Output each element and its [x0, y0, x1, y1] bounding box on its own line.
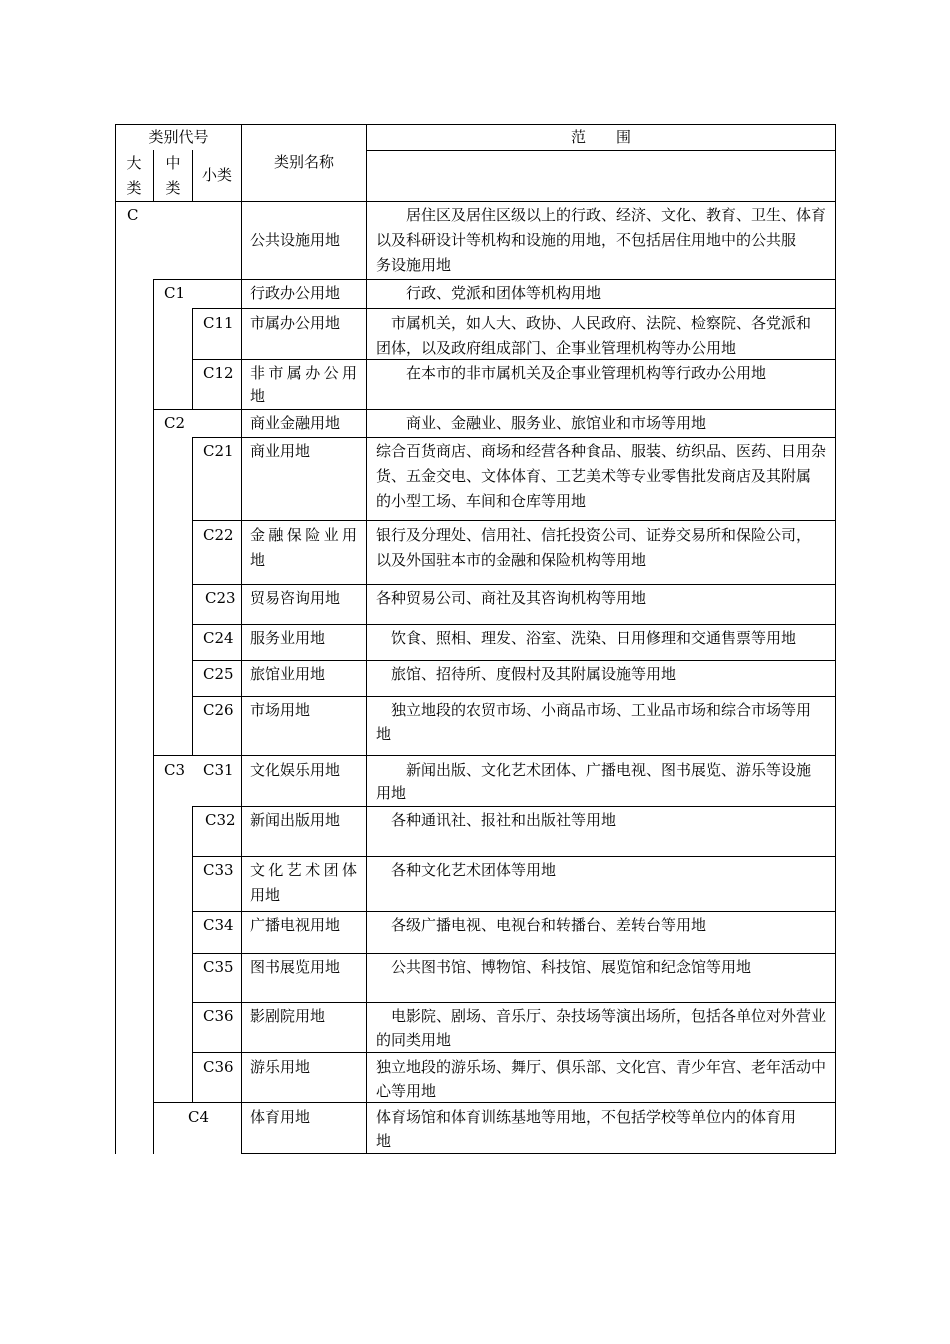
table-rule — [192, 437, 836, 438]
scope-line: 货、五金交电、文体体育、工艺美术等专业零售批发商店及其附属 — [376, 467, 812, 485]
scope-line: 心等用地 — [376, 1082, 437, 1100]
category-name: 文化艺术团体 — [250, 861, 357, 879]
table-rule — [192, 696, 836, 697]
table-rule — [241, 124, 242, 1154]
code-minor: C36 — [203, 1007, 234, 1025]
scope-line: 各级广播电视、电视台和转播台、差转台等用地 — [376, 916, 707, 934]
category-name: 非市属办公用 — [250, 364, 357, 382]
category-name: 游乐用地 — [250, 1058, 311, 1076]
scope-line: 居住区及居住区级以上的行政、经济、文化、教育、卫生、体育 — [376, 206, 827, 224]
code-medium: C4 — [188, 1108, 210, 1126]
code-minor: C23 — [205, 589, 236, 607]
scope-line: 独立地段的游乐场、舞厅、俱乐部、文化宫、青少年宫、老年活动中 — [376, 1058, 827, 1076]
category-name: 商业用地 — [250, 442, 311, 460]
scope-line: 电影院、剧场、音乐厅、杂技场等演出场所，包括各单位对外营业 — [376, 1007, 827, 1025]
category-name-cont: 用地 — [250, 886, 281, 904]
scope-line: 以及外国驻本市的金融和保险机构等用地 — [376, 551, 647, 569]
code-major: C — [127, 206, 139, 224]
header-code-group: 类别代号 — [148, 128, 209, 146]
category-name: 体育用地 — [250, 1108, 311, 1126]
code-minor: C12 — [203, 364, 234, 382]
scope-line: 新闻出版、文化艺术团体、广播电视、图书展览、游乐等设施 — [376, 761, 812, 779]
category-name: 市属办公用地 — [250, 314, 341, 332]
table-rule — [192, 660, 836, 661]
table-rule — [192, 911, 836, 912]
table-rule — [192, 437, 193, 755]
table-rule — [153, 755, 836, 756]
table-rule — [153, 279, 154, 1154]
category-name: 商业金融用地 — [250, 414, 341, 432]
table-rule — [192, 806, 193, 1102]
code-minor: C33 — [203, 861, 234, 879]
scope-line: 地 — [376, 725, 392, 743]
table-rule — [192, 1052, 836, 1053]
table-rule — [192, 856, 836, 857]
scope-line: 务设施用地 — [376, 256, 452, 274]
category-name-cont: 地 — [250, 551, 266, 569]
category-name: 影剧院用地 — [250, 1007, 326, 1025]
scope-line: 公共图书馆、博物馆、科技馆、展览馆和纪念馆等用地 — [376, 958, 752, 976]
table-rule — [366, 150, 836, 151]
scope-line: 的小型工场、车间和仓库等用地 — [376, 492, 587, 510]
category-name: 服务业用地 — [250, 629, 326, 647]
header-minor: 小类 — [201, 166, 232, 184]
code-minor: C34 — [203, 916, 234, 934]
table-rule — [153, 1102, 836, 1103]
table-rule — [192, 308, 836, 309]
table-rule — [192, 806, 836, 807]
scope-line: 用地 — [376, 784, 407, 802]
category-name: 广播电视用地 — [250, 916, 341, 934]
header-scope: 范 围 — [570, 128, 631, 146]
table-rule — [115, 201, 836, 202]
scope-line: 的同类用地 — [376, 1031, 452, 1049]
table-rule — [241, 1153, 836, 1154]
table-rule — [153, 279, 836, 280]
scope-line: 各种通讯社、报社和出版社等用地 — [376, 811, 617, 829]
code-minor: C26 — [203, 701, 234, 719]
table-rule — [153, 409, 836, 410]
table-rule — [192, 624, 836, 625]
scope-line: 体育场馆和体育训练基地等用地，不包括学校等单位内的体育用 — [376, 1108, 797, 1126]
code-minor: C11 — [203, 314, 234, 332]
category-name: 行政办公用地 — [250, 284, 341, 302]
code-minor: C32 — [205, 811, 236, 829]
code-minor: C36 — [203, 1058, 234, 1076]
table-rule — [192, 520, 836, 521]
code-medium: C2 — [164, 414, 186, 432]
code-medium: C1 — [164, 284, 186, 302]
scope-line: 独立地段的农贸市场、小商品市场、工业品市场和综合市场等用 — [376, 701, 812, 719]
table-rule — [153, 150, 154, 201]
code-minor: C24 — [203, 629, 234, 647]
scope-line: 团体，以及政府组成部门、企事业管理机构等办公用地 — [376, 339, 737, 357]
category-name: 金融保险业用 — [250, 526, 357, 544]
table-rule — [192, 953, 836, 954]
category-name: 新闻出版用地 — [250, 811, 341, 829]
category-name: 市场用地 — [250, 701, 311, 719]
table-rule — [192, 584, 836, 585]
scope-line: 地 — [376, 1132, 392, 1150]
code-minor: C21 — [203, 442, 234, 460]
header-name: 类别名称 — [273, 153, 334, 171]
scope-line: 综合百货商店、商场和经营各种食品、服装、纺织品、医药、日用杂 — [376, 442, 827, 460]
table-rule — [192, 308, 193, 409]
scope-line: 在本市的非市属机关及企事业管理机构等行政办公用地 — [376, 364, 767, 382]
category-name: 公共设施用地 — [250, 231, 341, 249]
scope-line: 各种贸易公司、商社及其咨询机构等用地 — [376, 589, 647, 607]
code-minor: C22 — [203, 526, 234, 544]
category-name: 图书展览用地 — [250, 958, 341, 976]
category-name: 文化娱乐用地 — [250, 761, 341, 779]
table-rule — [366, 124, 367, 1154]
scope-line: 银行及分理处、信用社、信托投资公司、证券交易所和保险公司， — [376, 526, 812, 544]
code-minor: C25 — [203, 665, 234, 683]
code-minor: C31 — [203, 761, 234, 779]
category-name: 旅馆业用地 — [250, 665, 326, 683]
scope-line: 以及科研设计等机构和设施的用地，不包括居住用地中的公共服 — [376, 231, 797, 249]
scope-line: 各种文化艺术团体等用地 — [376, 861, 557, 879]
category-name: 贸易咨询用地 — [250, 589, 341, 607]
table-border-left — [115, 124, 116, 1154]
category-name-cont: 地 — [250, 387, 266, 405]
code-minor: C35 — [203, 958, 234, 976]
header-major: 大类 — [126, 154, 142, 197]
scope-line: 行政、党派和团体等机构用地 — [376, 284, 602, 302]
scope-line: 商业、金融业、服务业、旅馆业和市场等用地 — [376, 414, 707, 432]
scope-line: 市属机关，如人大、政协、人民政府、法院、检察院、各党派和 — [376, 314, 812, 332]
code-medium: C3 — [164, 761, 186, 779]
scope-line: 饮食、照相、理发、浴室、洗染、日用修理和交通售票等用地 — [376, 629, 797, 647]
table-border-right — [835, 124, 836, 1154]
table-rule — [192, 1002, 836, 1003]
scope-line: 旅馆、招待所、度假村及其附属设施等用地 — [376, 665, 677, 683]
header-medium: 中类 — [165, 154, 181, 197]
